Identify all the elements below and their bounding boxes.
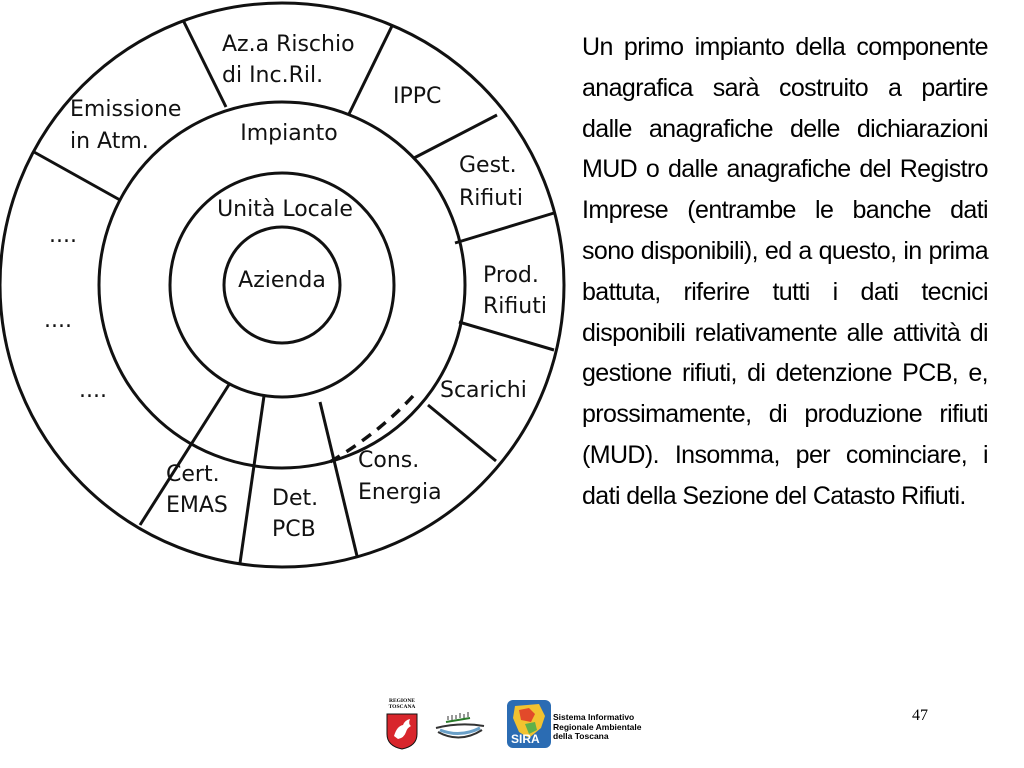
divider bbox=[320, 402, 357, 556]
ship-logo bbox=[430, 700, 488, 750]
sector-gest-rifiuti-line1: Gest. bbox=[459, 153, 517, 178]
sector-emissione-line1: Emissione bbox=[70, 97, 182, 122]
sector-det-pcb-line1: Det. bbox=[272, 486, 319, 511]
sira-caption-line2: Regionale Ambientale bbox=[553, 721, 642, 732]
sector-az-rischio-line2: di Inc.Ril. bbox=[222, 63, 324, 88]
sector-az-rischio-line1: Az.a Rischio bbox=[222, 32, 355, 57]
sira-caption-line3: della Toscana bbox=[553, 731, 609, 741]
sector-ellipsis-3: .... bbox=[79, 378, 107, 403]
divider bbox=[414, 115, 497, 158]
divider bbox=[34, 152, 120, 200]
sira-caption-line1: Sistema Informativo bbox=[553, 712, 635, 722]
body-paragraph: Un primo impianto della componente anagrafica sarà costruito a partire dalle anagrafiche delle dichiarazioni MUD o dalle anagrafiche del Registro Imprese (entrambe le banche dati sono disponibili), ed a questo, in prima battuta, riferire tutti i dati tecnici disponibili relativamente alle attività di gestione rifiuti, di detenzione PCB, e, prossimamente, di produzione rifiuti (MUD). Insomma, per cominciare, i dati della Sezione del Catasto Rifiuti. bbox=[582, 33, 988, 510]
pegasus-shield-icon bbox=[384, 712, 420, 750]
regione-toscana-logo bbox=[384, 698, 420, 750]
sira-badge: SIRA bbox=[511, 732, 540, 746]
concentric-diagram bbox=[0, 0, 580, 600]
ring1-label: Unità Locale bbox=[217, 197, 353, 222]
regione-logo-line2: TOSCANA bbox=[388, 704, 416, 710]
divider bbox=[459, 322, 554, 350]
sira-logo bbox=[505, 698, 645, 750]
sector-cert-emas-line2: EMAS bbox=[166, 493, 228, 518]
sector-ellipsis-2: .... bbox=[44, 308, 72, 333]
sector-prod-rifiuti-line1: Prod. bbox=[483, 263, 539, 288]
sector-cons-energia-line1: Cons. bbox=[358, 448, 420, 473]
sector-cons-energia-line2: Energia bbox=[358, 480, 442, 505]
divider bbox=[349, 26, 392, 114]
page-number: 47 bbox=[912, 707, 928, 724]
divider bbox=[183, 20, 226, 107]
sector-prod-rifiuti-line2: Rifiuti bbox=[483, 294, 547, 319]
ring2-label: Impianto bbox=[240, 121, 338, 146]
divider bbox=[428, 405, 496, 461]
sector-cert-emas-line1: Cert. bbox=[166, 462, 220, 487]
sector-gest-rifiuti-line2: Rifiuti bbox=[459, 186, 523, 211]
sector-ippc: IPPC bbox=[393, 84, 442, 109]
divider bbox=[455, 213, 554, 243]
center-label: Azienda bbox=[238, 268, 326, 293]
sira-caption bbox=[553, 713, 641, 742]
sector-det-pcb-line2: PCB bbox=[272, 517, 316, 542]
sector-ellipsis-1: .... bbox=[49, 223, 77, 248]
regione-logo-line1: REGIONE bbox=[389, 698, 415, 704]
ship-icon bbox=[430, 700, 488, 750]
sector-scarichi: Scarichi bbox=[440, 378, 527, 403]
divider bbox=[240, 396, 264, 563]
sector-emissione-line2: in Atm. bbox=[70, 129, 149, 154]
